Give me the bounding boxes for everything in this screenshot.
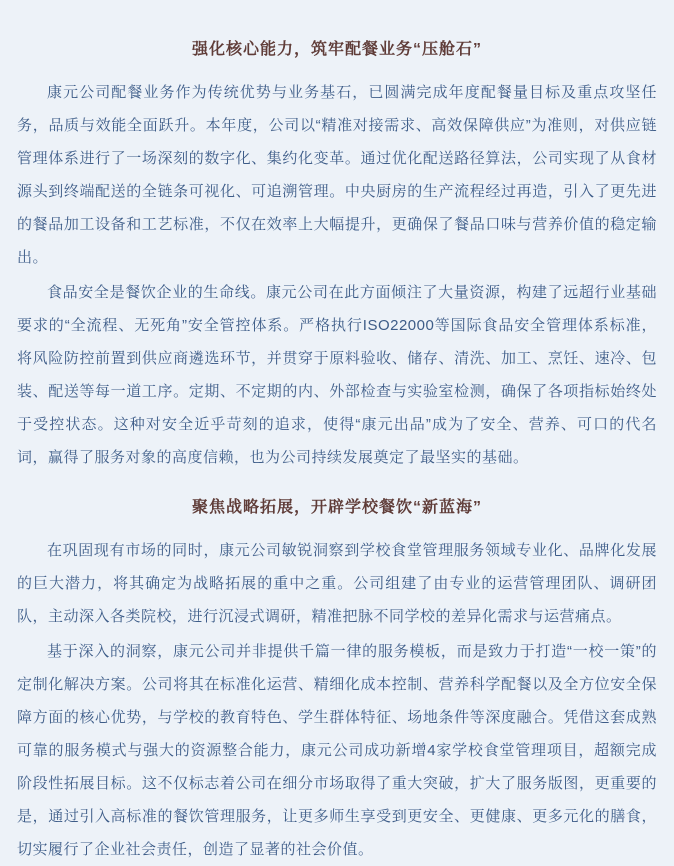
paragraph: 在巩固现有市场的同时，康元公司敏锐洞察到学校食堂管理服务领域专业化、品牌化发展的巨大潜力，将其确定为战略拓展的重中之重。公司组建了由专业的运营管理团队、调研团队，主动深入各类院校，进行沉浸式调研，精准把脉不同学校的差异化需求与运营痛点。 [17,542,657,625]
paragraph: 食品安全是餐饮企业的生命线。康元公司在此方面倾注了大量资源，构建了远超行业基础要求的“全流程、无死角”安全管控体系。严格执行ISO22000等国际食品安全管理体系标准，将风险防控前置到供应商遴选环节，并贯穿于原料验收、储存、清洗、加工、烹饪、速冷、包装、配送等每一道工序。定期、不定期的内、外部检查与实验室检测，确保了各项指标始终处于受控状态。这种对安全近乎苛刻的追求，使得“康元出品”成为了安全、营养、可口的代名词，赢得了服务对象的高度信赖，也为公司持续发展奠定了最坚实的基础。 [17,284,657,466]
section-strategic-expansion [17,496,657,866]
paragraph: 康元公司配餐业务作为传统优势与业务基石，已圆满完成年度配餐量目标及重点攻坚任务，品质与效能全面跃升。本年度，公司以“精准对接需求、高效保障供应”为准则，对供应链管理体系进行了一场深刻的数字化、集约化变革。通过优化配送路径算法，公司实现了从食材源头到终端配送的全链条可视化、可追溯管理。中央厨房的生产流程经过再造，引入了更先进的餐品加工设备和工艺标准，不仅在效率上大幅提升，更确保了餐品口味与营养价值的稳定输出。 [17,84,657,266]
section-heading: 聚焦战略拓展，开辟学校餐饮“新蓝海” [191,499,482,516]
section-heading: 强化核心能力，筑牢配餐业务“压舱石” [191,41,482,58]
paragraph: 基于深入的洞察，康元公司并非提供千篇一律的服务模板，而是致力于打造“一校一策”的定制化解决方案。公司将其在标准化运营、精细化成本控制、营养科学配餐以及全方位安全保障方面的核心优势，与学校的教育特色、学生群体特征、场地条件等深度融合。凭借这套成熟可靠的服务模式与强大的资源整合能力，康元公司成功新增4家学校食堂管理项目，超额完成阶段性拓展目标。这不仅标志着公司在细分市场取得了重大突破，扩大了服务版图，更重要的是，通过引入高标准的餐饮管理服务，让更多师生享受到更安全、更健康、更多元化的膳食，切实履行了企业社会责任，创造了显著的社会价值。 [17,643,657,858]
section-core-capability [17,38,657,474]
